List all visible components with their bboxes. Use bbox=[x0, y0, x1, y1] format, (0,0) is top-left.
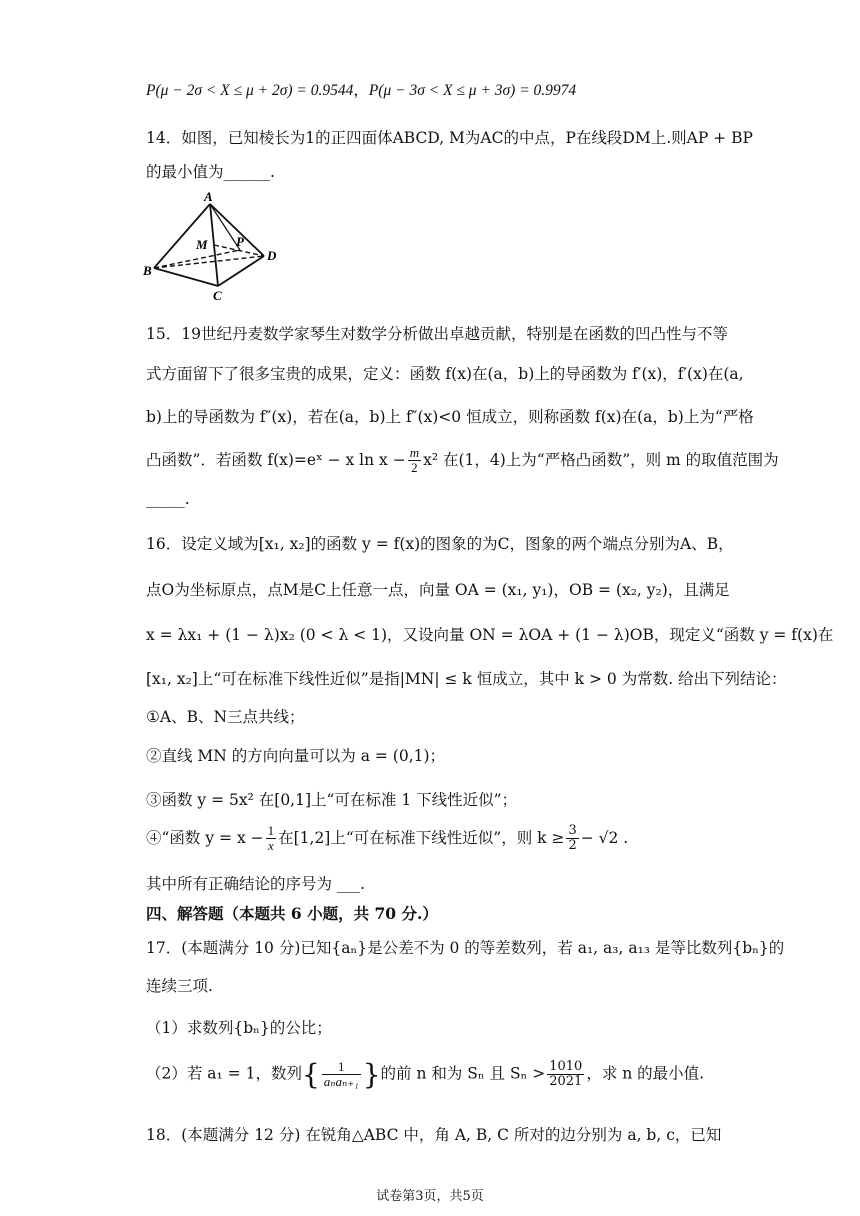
normal-prob-expr1: P(μ − 2σ < X ≤ μ + 2σ) = 0.9544 bbox=[146, 82, 354, 99]
q16-frac2-den: 2 bbox=[568, 838, 577, 854]
q16-item4-c: − √2 . bbox=[580, 828, 629, 847]
q16-frac1-num: 1 bbox=[267, 823, 275, 838]
q15-line4-b: x² 在(1，4)上为“严格凸函数”，则 m 的取值范围为 bbox=[423, 450, 779, 469]
q17-frac1-num: 1 bbox=[322, 1060, 361, 1075]
label-P: P bbox=[236, 234, 244, 249]
page-footer: 试卷第3页，共5页 bbox=[376, 1189, 484, 1204]
label-M: M bbox=[196, 237, 208, 252]
q17-line2: 连续三项. bbox=[146, 977, 213, 995]
q17-frac2-num: 1010 bbox=[549, 1058, 583, 1074]
normal-prob-sep: ， bbox=[353, 82, 369, 99]
q17-frac2-den: 2021 bbox=[549, 1074, 583, 1089]
q14-line1: 14．如图，已知棱长为1的正四面体ABCD, M为AC的中点，P在线段DM上.则AP + BP bbox=[146, 129, 753, 147]
q17-part2-c: ，求 n 的最小值. bbox=[586, 1064, 705, 1083]
q15-line4-a: 凸函数”．若函数 f(x)=eˣ − x ln x − bbox=[146, 450, 406, 469]
q16-frac2 bbox=[566, 824, 578, 854]
q16-item3: ③函数 y = 5x² 在[0,1]上“可在标准 1 下线性近似”； bbox=[146, 791, 518, 809]
q15-frac bbox=[408, 446, 421, 476]
q17-part2-a: （2）若 a₁ = 1，数列 bbox=[146, 1064, 302, 1083]
q17-part2 bbox=[146, 1058, 704, 1091]
q15-frac-num: m bbox=[409, 445, 420, 460]
q16-frac1 bbox=[266, 824, 277, 854]
q15-line3: b)上的导函数为 f″(x)，若在(a，b)上 f″(x)<0 恒成立，则称函数 f(x)在(a，b)上为“严格 bbox=[146, 408, 754, 426]
q16-frac1-den: x bbox=[267, 838, 274, 854]
normal-prob-line bbox=[146, 78, 576, 100]
q17-part2-b: 的前 n 和为 Sₙ 且 Sₙ > bbox=[380, 1064, 546, 1083]
q16-line1: 16．设定义域为[x₁, x₂]的函数 y = f(x)的图象的为C，图象的两个端点分别为A、B， bbox=[146, 535, 734, 553]
section4-heading: 四、解答题（本题共 6 小题，共 70 分.） bbox=[146, 904, 438, 923]
q17-frac1-den: aₙaₙ₊₁ bbox=[323, 1074, 359, 1089]
tetrahedron-figure bbox=[140, 190, 290, 302]
q14-line2: 的最小值为______. bbox=[146, 163, 275, 181]
q17-frac2 bbox=[547, 1060, 584, 1090]
q16-item1: ①A、B、N三点共线； bbox=[146, 708, 305, 726]
q16-final: 其中所有正确结论的序号为 ___. bbox=[146, 875, 366, 893]
q15-line5: _____. bbox=[146, 490, 190, 508]
q16-item2: ②直线 MN 的方向向量可以为 a = (0,1)； bbox=[146, 747, 446, 765]
right-brace: } bbox=[362, 1058, 381, 1091]
normal-prob-expr2: P(μ − 3σ < X ≤ μ + 3σ) = 0.9974 bbox=[368, 82, 577, 99]
q16-line3: x = λx₁ + (1 − λ)x₂ (0 < λ < 1)，又设向量 ON = λOA + (1 − λ)OB，现定义“函数 y = f(x)在 bbox=[146, 626, 834, 644]
q15-line4 bbox=[146, 446, 779, 476]
label-B: B bbox=[143, 263, 152, 278]
q16-item4-b: 在[1,2]上“可在标准下线性近似”，则 k ≥ bbox=[278, 828, 565, 847]
q15-line1: 15．19世纪丹麦数学家琴生对数学分析做出卓越贡献，特别是在函数的凹凸性与不等 bbox=[146, 325, 728, 343]
q17-part1: （1）求数列{bₙ}的公比； bbox=[146, 1019, 332, 1037]
q16-item4 bbox=[146, 824, 628, 854]
label-A: A bbox=[204, 190, 213, 204]
q16-item4-a: ④“函数 y = x − bbox=[146, 828, 264, 847]
q17-line1: 17．(本题满分 10 分)已知{aₙ}是公差不为 0 的等差数列，若 a₁, a₃, a₁₃ 是等比数列{bₙ}的 bbox=[146, 939, 785, 957]
label-D: D bbox=[267, 248, 277, 263]
q15-frac-den: 2 bbox=[411, 460, 418, 476]
q16-frac2-num: 3 bbox=[568, 823, 577, 838]
q17-frac1 bbox=[322, 1060, 361, 1090]
q15-line2: 式方面留下了很多宝贵的成果，定义：函数 f(x)在(a，b)上的导函数为 f′(x)，f′(x)在(a, bbox=[146, 365, 744, 383]
q16-line4: [x₁, x₂]上“可在标准下线性近似”是指|MN| ≤ k 恒成立，其中 k > 0 为常数. 给出下列结论： bbox=[146, 670, 787, 688]
left-brace: { bbox=[301, 1058, 320, 1091]
q16-line2: 点O为坐标原点，点M是C上任意一点，向量 OA = (x₁, y₁)，OB = (x₂, y₂)，且满足 bbox=[146, 581, 730, 599]
q18-line1: 18．(本题满分 12 分) 在锐角△ABC 中，角 A, B, C 所对的边分别为 a, b, c，已知 bbox=[146, 1126, 722, 1144]
label-C: C bbox=[213, 288, 222, 302]
